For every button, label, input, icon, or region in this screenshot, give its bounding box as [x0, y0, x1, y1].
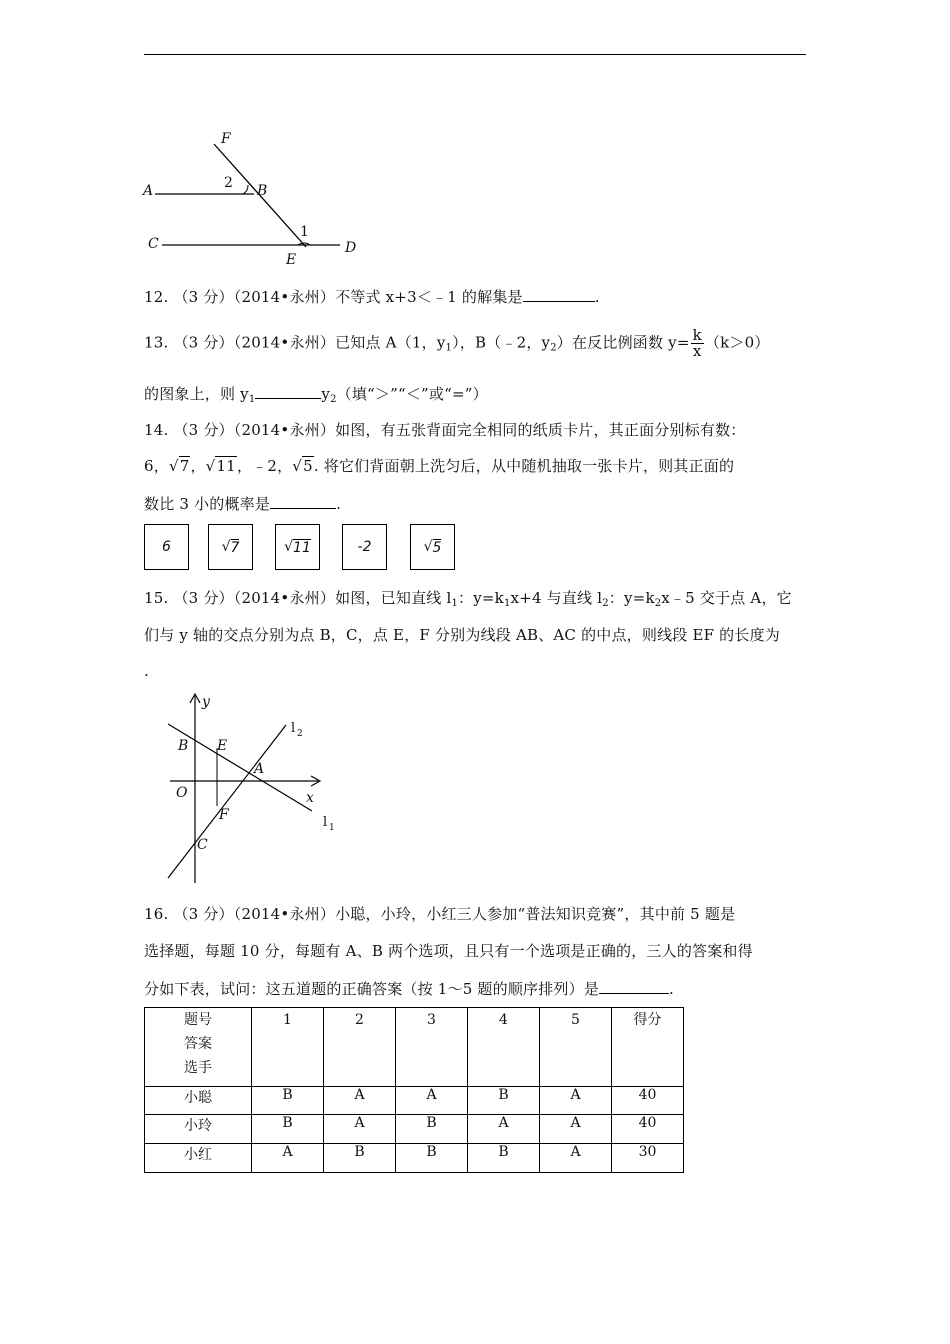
- answers-table: [144, 1007, 684, 1173]
- label-e: E: [217, 738, 228, 754]
- fraction-numerator: k: [692, 326, 702, 344]
- label-b: B: [178, 738, 189, 754]
- q15-text: 们与 y 轴的交点分别为点 B，C，点 E，F 分别为线段 AB、AC 的中点，则线段 EF 的长度为: [144, 626, 780, 644]
- label-a: A: [143, 183, 154, 199]
- card-sqrt7: √ 7: [208, 524, 253, 570]
- q13-text: （填“＞”“＜”或“=”）: [336, 385, 488, 403]
- q14-text: 如图，有五张背面完全相同的纸质卡片，其正面分别标有数：: [335, 421, 746, 439]
- line-l1: [168, 724, 312, 811]
- label-o: O: [176, 785, 188, 801]
- q13-text: ）在反比例函数 y=: [556, 333, 690, 352]
- table-cell: B: [324, 1144, 396, 1173]
- q15-sub: 2: [602, 598, 609, 609]
- question-14-line3: [144, 493, 341, 514]
- card-value: 5: [432, 539, 442, 556]
- q13-text: （k＞0）: [704, 333, 770, 352]
- label-d: D: [345, 240, 357, 256]
- table-header-row: [145, 1008, 684, 1087]
- label-l2-sub: 2: [297, 729, 303, 739]
- q13-text: y: [321, 385, 331, 403]
- table-cell: B: [468, 1087, 540, 1115]
- question-16-line2: [144, 940, 753, 961]
- row-name: 小聪: [145, 1087, 252, 1115]
- q15-text: 如图，已知直线 l: [335, 589, 452, 607]
- q16-text: 分如下表，试问：这五道题的正确答案（按 1～5 题的顺序排列）是: [144, 980, 600, 998]
- question-15: [144, 587, 792, 608]
- card-value: 7: [230, 539, 240, 556]
- table-cell: A: [540, 1087, 612, 1115]
- question-13: [144, 328, 770, 359]
- q16-answer-blank[interactable]: [599, 979, 669, 994]
- q14-answer-blank[interactable]: [270, 494, 336, 509]
- fraction-denominator: x: [692, 342, 702, 360]
- card-value: 11: [293, 539, 311, 556]
- q13-sub: 1: [248, 394, 256, 405]
- table-row: [145, 1087, 684, 1115]
- q15-score: （3 分）: [173, 589, 234, 607]
- table-cell: A: [324, 1087, 396, 1115]
- table-cell: A: [540, 1144, 612, 1173]
- q14-source: （2014•永州）: [233, 421, 336, 439]
- radicand: 7: [179, 457, 190, 475]
- q15-source: （2014•永州）: [233, 589, 336, 607]
- q14-text: ，﹣2，: [236, 457, 293, 475]
- label-l1-sub: 1: [329, 823, 335, 833]
- label-f: F: [219, 807, 229, 823]
- table-cell: A: [468, 1115, 540, 1144]
- fraction-k-over-x: [691, 328, 704, 359]
- sqrt-11: √11: [205, 457, 236, 475]
- q13-answer-blank[interactable]: [255, 384, 321, 399]
- table-cell: B: [468, 1144, 540, 1173]
- label-e: E: [286, 252, 297, 268]
- q16-end: .: [669, 980, 674, 998]
- q14-text: ，: [190, 457, 206, 475]
- q14-end: .: [336, 495, 342, 513]
- corner-cell: [145, 1008, 252, 1087]
- header-cell: 4: [468, 1008, 540, 1087]
- q15-text: x+4 与直线 l: [510, 589, 603, 607]
- table-cell: 30: [612, 1144, 684, 1173]
- table-cell: B: [396, 1115, 468, 1144]
- q15-end: .: [144, 662, 149, 680]
- q15-number: 15.: [144, 589, 169, 607]
- q14-text: 6，: [144, 457, 169, 475]
- table-cell: A: [324, 1115, 396, 1144]
- label-f: F: [221, 131, 231, 147]
- q13-sub: 2: [330, 394, 337, 405]
- header-cell: 得分: [612, 1008, 684, 1087]
- figure-coordinate-lines: [140, 688, 350, 888]
- table-cell: A: [540, 1115, 612, 1144]
- table-cell: B: [252, 1087, 324, 1115]
- q13-number: 13.: [144, 333, 169, 352]
- q14-text: . 将它们背面朝上洗匀后，从中随机抽取一张卡片，则其正面的: [313, 457, 735, 475]
- card-value: 6: [162, 539, 171, 555]
- table-cell: A: [396, 1087, 468, 1115]
- label-x: x: [306, 790, 314, 806]
- label-l2: l: [291, 721, 296, 736]
- table-cell: 40: [612, 1087, 684, 1115]
- label-1: 1: [300, 224, 309, 240]
- card-value: -2: [357, 539, 372, 555]
- q16-score: （3 分）: [173, 905, 234, 923]
- q15-text: ：y=k: [458, 589, 504, 607]
- q14-score: （3 分）: [173, 421, 234, 439]
- label-l1: l: [323, 815, 328, 830]
- label-y: y: [202, 694, 210, 710]
- row-name: 小玲: [145, 1115, 252, 1144]
- q15-text: x﹣5 交于点 A，它: [661, 589, 792, 607]
- q15-text: ：y=k: [608, 589, 655, 607]
- q13-text: 已知点 A（1，y: [335, 333, 446, 352]
- q16-source: （2014•永州）: [233, 905, 336, 923]
- table-cell: B: [252, 1115, 324, 1144]
- question-14-line2: [144, 455, 734, 476]
- table-cell: A: [252, 1144, 324, 1173]
- header-cell: 5: [540, 1008, 612, 1087]
- header-cell: 3: [396, 1008, 468, 1087]
- question-16-line3: [144, 978, 674, 999]
- row-name: 小红: [145, 1144, 252, 1173]
- q16-text: 小聪，小玲，小红三人参加“普法知识竞赛”，其中前 5 题是: [335, 905, 736, 923]
- q15-sub: 1: [503, 598, 511, 609]
- q12-score: （3 分）: [173, 288, 234, 306]
- card-sqrt5: √ 5: [410, 524, 455, 570]
- header-rule: [144, 54, 806, 55]
- q14-text: 数比 3 小的概率是: [144, 495, 271, 513]
- question-15-line2: [144, 624, 780, 645]
- label-2: 2: [224, 175, 233, 191]
- q13-sub: 2: [550, 342, 557, 354]
- q13-sub: 1: [445, 342, 453, 354]
- figure-parallel-lines: [140, 125, 370, 270]
- q15-sub: 1: [451, 598, 459, 609]
- corner-label: 答案: [184, 1036, 212, 1052]
- q12-text: 不等式 x+3＜﹣1 的解集是: [335, 288, 523, 306]
- question-16: [144, 903, 735, 924]
- header-cell: 1: [252, 1008, 324, 1087]
- card-sqrt11: √ 11: [275, 524, 320, 570]
- card-6: [144, 524, 189, 570]
- q16-number: 16.: [144, 905, 169, 923]
- q12-source: （2014•永州）: [233, 288, 336, 306]
- card-neg2: [342, 524, 387, 570]
- q13-score: （3 分）: [173, 333, 234, 352]
- label-b: B: [257, 183, 268, 199]
- q16-text: 选择题，每题 10 分，每题有 A、B 两个选项，且只有一个选项是正确的，三人的答案和得: [144, 942, 753, 960]
- q15-sub: 2: [654, 598, 662, 609]
- corner-label: 题号: [184, 1012, 212, 1028]
- label-c: C: [148, 236, 159, 252]
- sqrt-5: √5: [292, 457, 313, 475]
- question-13-line2: [144, 383, 488, 404]
- q13-source: （2014•永州）: [233, 333, 336, 352]
- radicand: 5: [303, 457, 313, 475]
- label-c: C: [197, 837, 208, 853]
- sqrt-7: √7: [168, 457, 190, 475]
- q12-number: 12.: [144, 288, 169, 306]
- q13-text: ），B（﹣2，y: [452, 333, 551, 352]
- label-a: A: [254, 761, 265, 777]
- table-row: [145, 1115, 684, 1144]
- table-row: [145, 1144, 684, 1173]
- table-cell: B: [396, 1144, 468, 1173]
- angle-2-arc: [243, 185, 248, 194]
- question-15-line3: [144, 662, 149, 680]
- q14-number: 14.: [144, 421, 169, 439]
- header-cell: 2: [324, 1008, 396, 1087]
- radicand: 11: [216, 457, 236, 475]
- question-14: [144, 419, 745, 440]
- q12-answer-blank[interactable]: [523, 287, 595, 302]
- table-cell: 40: [612, 1115, 684, 1144]
- q13-text: 的图象上，则 y: [144, 385, 249, 403]
- corner-label: 选手: [184, 1060, 212, 1076]
- question-12: [144, 286, 600, 307]
- q12-end: .: [594, 288, 600, 306]
